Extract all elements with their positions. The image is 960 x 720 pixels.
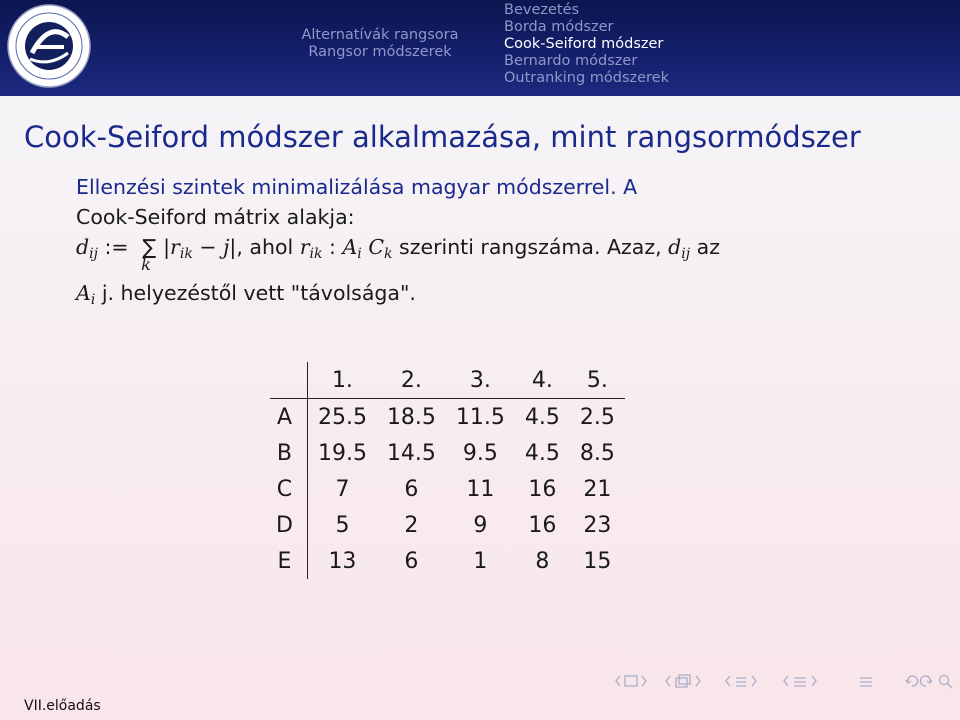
formula-bar-open: |: [163, 235, 171, 259]
slide-icon[interactable]: [625, 676, 637, 686]
formula-A: A: [342, 235, 358, 259]
subsection-nav: [504, 2, 669, 87]
formula-r2-sub: ik: [309, 246, 323, 262]
formula-d-sub: ij: [89, 246, 98, 262]
line4-A: A: [76, 281, 91, 305]
table-header: 4.: [515, 362, 570, 399]
prev-subsection-icon[interactable]: [726, 676, 730, 686]
table-cell: 8.5: [579, 440, 615, 466]
body-line-1-tail: A: [623, 175, 638, 199]
prev-frame-icon[interactable]: [666, 676, 670, 686]
table-cell: 21: [583, 476, 612, 502]
next-slide-icon[interactable]: [642, 676, 646, 686]
table-header: 3.: [446, 362, 515, 399]
header-bar: [0, 0, 960, 96]
back-icon[interactable]: [906, 676, 918, 686]
line4-rest: j. helyezéstől vett "távolsága".: [101, 281, 416, 305]
university-logo-icon: [6, 3, 92, 89]
frame-body: [76, 172, 936, 308]
beamer-navigation-bar: [612, 670, 958, 692]
formula-ahol: ahol: [249, 235, 294, 259]
table-cell: 13: [328, 548, 357, 574]
formula-C: C: [368, 235, 384, 259]
frame-icon[interactable]: [676, 675, 690, 687]
prev-slide-icon[interactable]: [616, 676, 620, 686]
row-label: D: [270, 507, 307, 543]
table-cell: 11.5: [455, 404, 505, 430]
table-row: [270, 435, 625, 471]
table-cell: 2: [404, 512, 419, 538]
table-cell: 7: [335, 476, 350, 502]
row-label: A: [270, 399, 307, 436]
formula-sum: [135, 232, 163, 274]
formula-sum-sub: k: [141, 255, 151, 274]
table-cell: 6: [404, 548, 419, 574]
next-subsection-icon[interactable]: [752, 676, 756, 686]
nav-item-bernardo[interactable]: Bernardo módszer: [504, 53, 638, 69]
formula-line: [76, 232, 936, 278]
formula-az: az: [696, 235, 720, 259]
table-row: [270, 543, 625, 579]
nav-item-borda[interactable]: Borda módszer: [504, 19, 614, 35]
table-cell: 16: [528, 512, 557, 538]
table-header: 1.: [307, 362, 376, 399]
formula-bar-close: |,: [229, 235, 243, 259]
nav-item-outranking[interactable]: Outranking módszerek: [504, 70, 670, 86]
table-row: [270, 399, 625, 436]
table-cell: 6: [404, 476, 419, 502]
formula-r: r: [170, 235, 180, 259]
next-section-icon[interactable]: [812, 676, 816, 686]
next-frame-icon[interactable]: [696, 676, 700, 686]
table-row: [270, 507, 625, 543]
nav-item-rangsor-modszerek[interactable]: Rangsor módszerek: [308, 44, 452, 60]
table-cell: 9.5: [462, 440, 498, 466]
cook-seiford-table: [270, 362, 625, 579]
search-icon[interactable]: [940, 676, 953, 689]
nav-item-alternativak[interactable]: Alternatívák rangsora: [301, 27, 459, 43]
body-line-1: [76, 172, 936, 202]
line4-A-sub: i: [90, 292, 96, 308]
section-nav: [280, 27, 480, 61]
table-row: [270, 471, 625, 507]
formula-sum-sign: ∑: [142, 235, 157, 259]
frame-title: Cook-Seiford módszer alkalmazása, mint rangsormódszer: [24, 120, 861, 154]
table-cell: 5: [335, 512, 350, 538]
table-cell: 1: [473, 548, 488, 574]
formula-tail: szerinti rangszáma. Azaz,: [399, 235, 662, 259]
nav-item-cook-seiford[interactable]: Cook-Seiford módszer: [504, 36, 664, 52]
row-label: E: [270, 543, 307, 579]
table-cell: 18.5: [386, 404, 436, 430]
table-header-row: [270, 362, 625, 399]
row-label: B: [270, 435, 307, 471]
table-cell: 4.5: [524, 440, 560, 466]
lecture-label: VII.előadás: [24, 698, 101, 714]
table-cell: 23: [583, 512, 612, 538]
formula-d2: d: [668, 235, 682, 259]
table-cell: 19.5: [317, 440, 367, 466]
formula-colon: :: [329, 235, 336, 259]
formula-A-sub: i: [357, 246, 362, 262]
table-corner: [270, 362, 307, 399]
formula-r-sub: ik: [179, 246, 193, 262]
prev-section-icon[interactable]: [784, 676, 788, 686]
row-label: C: [270, 471, 307, 507]
formula-assign: :=: [104, 235, 129, 259]
table-cell: 9: [473, 512, 488, 538]
formula-d: d: [76, 235, 90, 259]
formula-d2-sub: ij: [681, 246, 691, 262]
forward-icon[interactable]: [920, 676, 932, 686]
document-icon[interactable]: [860, 678, 872, 686]
table-cell: 4.5: [524, 404, 560, 430]
nav-item-bevezetes[interactable]: Bevezetés: [504, 2, 580, 18]
table-header: 2.: [377, 362, 446, 399]
table-cell: 14.5: [386, 440, 436, 466]
body-line-2: Cook-Seiford mátrix alakja:: [76, 205, 355, 229]
table-cell: 15: [583, 548, 612, 574]
table-cell: 11: [466, 476, 495, 502]
table-cell: 16: [528, 476, 557, 502]
body-line-1-text: Ellenzési szintek minimalizálása magyar módszerrel.: [76, 175, 617, 199]
formula-C-sub: k: [384, 246, 393, 262]
table-cell: 25.5: [317, 404, 367, 430]
table-cell: 8: [535, 548, 550, 574]
formula-r2: r: [299, 235, 310, 259]
subsection-icon[interactable]: [736, 678, 746, 686]
formula-j: j: [223, 235, 230, 259]
body-line-4: [76, 278, 936, 308]
table-cell: 2.5: [579, 404, 615, 430]
table-header: 5.: [570, 362, 625, 399]
formula-minus: −: [199, 235, 217, 259]
section-icon[interactable]: [794, 678, 806, 686]
